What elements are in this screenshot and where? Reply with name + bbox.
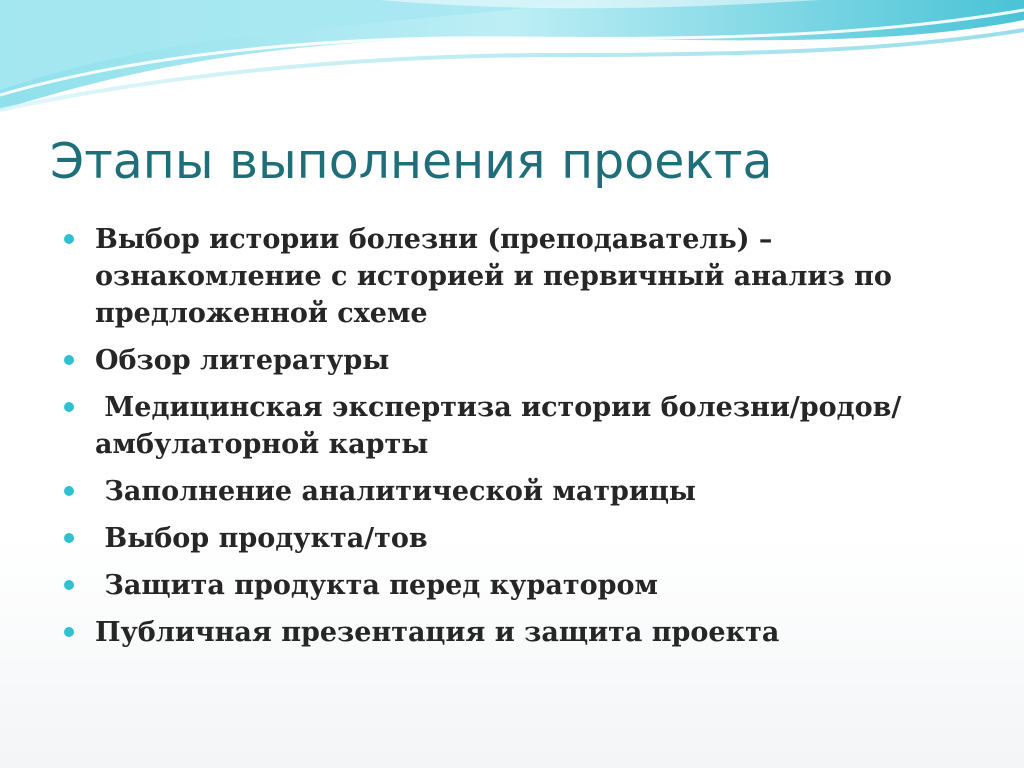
circle-bullet-icon (64, 533, 74, 543)
slide-title: Этапы выполнения проекта (50, 133, 773, 190)
list-item (64, 342, 984, 379)
list-item (64, 520, 984, 557)
list-item-text: Защита продукта перед куратором (95, 570, 658, 601)
list-item-text: Публичная презентация и защита проекта (95, 617, 780, 648)
circle-bullet-icon (64, 627, 74, 637)
circle-bullet-icon (64, 355, 74, 365)
list-item (64, 614, 984, 651)
list-item-text: Выбор истории болезни (преподаватель) – ознакомление с историей и первичный анализ по предложенной схеме (95, 224, 902, 329)
bullet-list (64, 221, 984, 661)
list-item-text: Медицинская экспертиза истории болезни/родов/амбулаторной карты (95, 392, 902, 460)
circle-bullet-icon (64, 580, 74, 590)
list-item-text: Заполнение аналитической матрицы (95, 476, 696, 507)
circle-bullet-icon (64, 486, 74, 496)
circle-bullet-icon (64, 402, 74, 412)
decorative-wave-banner (0, 0, 1024, 120)
circle-bullet-icon (64, 234, 74, 244)
list-item-text: Выбор продукта/тов (95, 523, 428, 554)
list-item (64, 567, 984, 604)
list-item (64, 389, 984, 463)
list-item-text: Обзор литературы (95, 345, 390, 376)
list-item (64, 473, 984, 510)
list-item (64, 221, 984, 332)
